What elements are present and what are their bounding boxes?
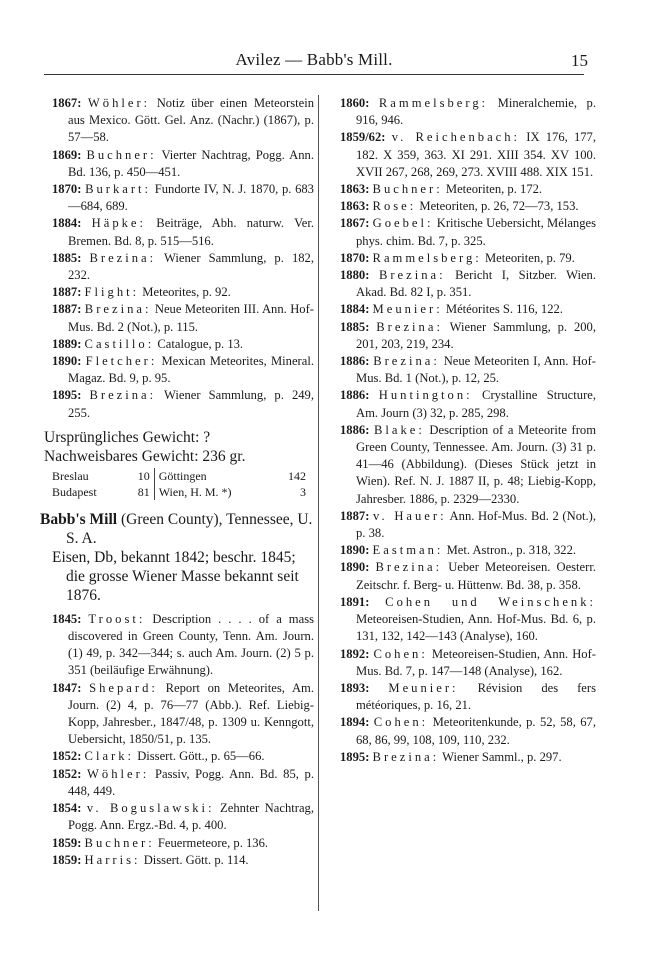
weights-row — [48, 484, 310, 500]
reference-author: Rammelsberg: — [372, 250, 482, 265]
reference-year: 1859/62: — [340, 130, 386, 145]
reference-text: Report on Meteorites, Am. Journ. (2) 4, p. 76—77 (Abb.). Ref. Liebig-Kopp, Jahresber., 1847/48, p. 1309 u. Kenngott, Uebersicht, 1850/51, p. 135. — [68, 680, 314, 747]
reference-entry — [52, 387, 314, 421]
reference-year: 1887: — [52, 302, 82, 317]
column-divider — [318, 95, 319, 911]
reference-text: Description of a Meteorite from Green County, Tennessee. Am. Journ. (3) 31 p. 41—46 (Abbildung). (Dieses Stück jetzt in Wien). Ref. N. J. 1887 II, p. 48; Liebig-Kopp, Jahresber. 1886, p. 2329—2330. — [356, 422, 596, 506]
reference-author: Cohen: — [373, 646, 428, 661]
reference-year: 1886: — [340, 422, 370, 437]
reference-year: 1890: — [340, 560, 370, 575]
reference-author: v. Reichenbach: — [391, 130, 521, 145]
reference-author: Brezina: — [89, 250, 157, 265]
reference-text: Neue Meteoriten III. Ann. Hof-Mus. Bd. 2 (Not.), p. 115. — [68, 302, 314, 334]
reference-entry — [340, 129, 596, 181]
reference-year: 1860: — [340, 96, 370, 110]
reference-year: 1845: — [52, 611, 82, 626]
reference-entry — [340, 749, 596, 766]
reference-author: Wöhler: — [87, 766, 150, 781]
reference-year: 1894: — [340, 715, 370, 730]
reference-entry — [52, 181, 314, 215]
reference-entry — [52, 800, 314, 834]
reference-year: 1847: — [52, 680, 82, 695]
reference-list-babbs-mill-continued — [340, 95, 596, 766]
reference-text: Wiener Sammlung, p. 249, 255. — [68, 388, 314, 420]
reference-text: Meteoriten, p. 26, 72—73, 153. — [419, 199, 579, 214]
reference-text: Description . . . . of a mass discovered in Green County, Tenn. Am. Journ. (1) 49, p. 342—344; s. auch Am. Journ. (2) 5 p. 351 (beiläufige Erwähnung). — [68, 611, 314, 678]
reference-entry — [52, 680, 314, 749]
reference-author: Brezina: — [372, 749, 440, 764]
reference-author: Huntington: — [378, 388, 473, 403]
reference-entry — [340, 95, 596, 129]
reference-text: Vierter Nachtrag, Pogg. Ann. Bd. 136, p. 450—451. — [68, 147, 314, 179]
reference-author: Cohen: — [373, 715, 429, 730]
reference-text: Beiträge, Abh. naturw. Ver. Bremen. Bd. 8, p. 515—516. — [68, 216, 315, 248]
weight-value: 3 — [300, 484, 306, 499]
reference-text: Met. Astron., p. 318, 322. — [446, 543, 577, 558]
reference-text: Meteorites, p. 92. — [142, 285, 231, 300]
reference-author: v. Boguslawski: — [86, 801, 215, 816]
reference-year: 1852: — [52, 766, 82, 781]
reference-year: 1867: — [52, 96, 82, 110]
reference-text: Fundorte IV, N. J. 1870, p. 683—684, 689. — [68, 182, 314, 214]
reference-text: Feuermeteore, p. 136. — [157, 835, 269, 850]
verifiable-weight: Nachweisbares Gewicht: 236 gr. — [44, 447, 246, 465]
right-column — [340, 95, 596, 766]
reference-year: 1889: — [52, 336, 82, 351]
place: Budapest — [52, 484, 97, 499]
reference-year: 1885: — [52, 250, 82, 265]
reference-text: Révision des fers météoriques, p. 16, 21. — [356, 680, 596, 713]
reference-year: 1885: — [340, 319, 370, 334]
reference-author: v. Hauer: — [373, 508, 447, 523]
reference-year: 1884: — [52, 216, 82, 231]
reference-author: Häpke: — [91, 216, 147, 231]
reference-author: Brezina: — [84, 302, 152, 317]
reference-entry — [340, 646, 596, 680]
reference-author: Buchner: — [86, 147, 157, 162]
reference-author: Buchner: — [372, 182, 443, 197]
reference-entry — [340, 680, 596, 714]
reference-year: 1890: — [52, 354, 82, 369]
reference-author: Burkart: — [85, 182, 152, 197]
reference-entry — [52, 301, 314, 335]
reference-year: 1870: — [52, 182, 82, 197]
reference-author: Brezina: — [378, 268, 446, 283]
reference-author: Brezina: — [89, 388, 157, 403]
reference-author: Goebel: — [372, 216, 434, 231]
reference-author: Meunier: — [372, 302, 443, 317]
reference-entry — [340, 714, 596, 748]
reference-year: 1893: — [340, 680, 370, 695]
meteorite-description: Eisen, Db, bekannt 1842; beschr. 1845; die grosse Wiener Masse bekannt seit 1876. — [52, 548, 299, 604]
reference-year: 1859: — [52, 835, 82, 850]
reference-entry — [340, 319, 596, 353]
reference-author: Brezina: — [375, 560, 443, 575]
reference-author: Wöhler: — [87, 96, 151, 110]
reference-author: Cohen und Weinschenk: — [385, 594, 596, 609]
running-header — [44, 48, 588, 75]
reference-entry — [52, 95, 314, 147]
reference-text: Ann. Hof-Mus. Bd. 2 (Not.), p. 38. — [356, 508, 596, 541]
reference-year: 1869: — [52, 147, 82, 162]
reference-text: Meteoriten, p. 172. — [445, 182, 543, 197]
weight-value: 81 — [137, 484, 150, 499]
reference-entry — [52, 284, 314, 301]
reference-entry — [340, 594, 596, 646]
reference-list-avilez — [52, 95, 314, 422]
reference-text: Ueber Meteoreisen. Oesterr. Zeitschr. f. Berg- u. Hüttenw. Bd. 38, p. 358. — [356, 560, 596, 592]
reference-entry — [52, 353, 314, 387]
reference-text: Dissert. Gött. p. 114. — [143, 852, 249, 867]
reference-entry — [340, 508, 596, 542]
reference-text: Dissert. Gött., p. 65—66. — [137, 749, 265, 764]
reference-author: Rammelsberg: — [378, 96, 489, 110]
place: Göttingen — [154, 468, 272, 484]
reference-entry — [52, 835, 314, 852]
reference-entry — [52, 611, 314, 680]
reference-entry — [52, 766, 314, 800]
reference-text: Mexican Meteorites, Mineral. Magaz. Bd. 9, p. 95. — [68, 354, 314, 386]
reference-entry — [340, 250, 596, 267]
reference-author: Troost: — [88, 611, 146, 626]
reference-entry — [340, 559, 596, 593]
reference-year: 1892: — [340, 646, 370, 661]
meteorite-location: (Green County), Tennessee, U. S. A. — [66, 510, 313, 547]
reference-author: Brezina: — [376, 319, 443, 334]
reference-text: Meteoreisen-Studien, Ann. Hof-Mus. Bd. 7, p. 147—148 (Analyse), 162. — [356, 646, 596, 678]
reference-text: Mineralchemie, p. 916, 946. — [356, 96, 596, 128]
reference-entry — [340, 181, 596, 198]
reference-entry — [340, 301, 596, 318]
reference-author: Rose: — [372, 199, 417, 214]
reference-entry — [340, 387, 596, 421]
reference-author: Castillo: — [84, 336, 155, 351]
reference-entry — [52, 336, 314, 353]
reference-entry — [52, 748, 314, 765]
reference-entry — [52, 250, 314, 284]
reference-text: Wiener Sammlung, p. 200, 201, 203, 219, 234. — [356, 319, 596, 351]
reference-text: Neue Meteoriten I, Ann. Hof-Mus. Bd. 1 (Not.), p. 12, 25. — [356, 354, 596, 386]
reference-text: Crystalline Structure, Am. Journ (3) 32, p. 285, 298. — [356, 388, 596, 420]
reference-text: Passiv, Pogg. Ann. Bd. 85, p. 448, 449. — [68, 766, 314, 798]
reference-author: Fletcher: — [85, 354, 158, 369]
meteorite-name: Babb's Mill — [40, 510, 118, 528]
weights-table — [48, 468, 310, 500]
original-weight: Ursprüngliches Gewicht: ? — [44, 428, 211, 446]
page-number: 15 — [571, 51, 588, 70]
reference-year: 1886: — [340, 354, 370, 369]
reference-text: Météorites S. 116, 122. — [445, 302, 563, 317]
reference-entry — [52, 147, 314, 181]
weight-value: 142 — [288, 468, 306, 483]
reference-year: 1887: — [52, 285, 82, 300]
reference-text: Bericht I, Sitzber. Wien. Akad. Bd. 82 I, p. 351. — [356, 268, 596, 300]
place: Wien, H. M. *) — [154, 484, 272, 500]
reference-author: Clark: — [84, 749, 135, 764]
reference-year: 1867: — [340, 216, 370, 231]
reference-year: 1863: — [340, 182, 370, 197]
reference-text: Wiener Sammlung, p. 182, 232. — [68, 250, 314, 283]
reference-year: 1890: — [340, 543, 370, 558]
reference-year: 1891: — [340, 594, 370, 609]
reference-text: IX 176, 177, 182. X 359, 363. XI 291. XIII 354. XV 100. XVII 267, 268, 269, 273. XVIII 488. XIX 151. — [356, 130, 597, 179]
reference-text: Meteoreisen-Studien, Ann. Hof-Mus. Bd. 6, p. 131, 132, 142—143 (Analyse), 160. — [356, 612, 596, 644]
reference-year: 1895: — [52, 388, 82, 403]
reference-entry — [340, 267, 596, 301]
reference-entry — [340, 542, 596, 559]
reference-list-babbs-mill — [52, 611, 314, 869]
reference-text: Kritische Uebersicht, Mélanges phys. chim. Bd. 7, p. 325. — [356, 216, 597, 248]
place: Breslau — [52, 468, 89, 483]
reference-entry — [340, 215, 596, 249]
reference-year: 1854: — [52, 801, 82, 816]
reference-author: Meunier: — [388, 680, 459, 695]
reference-year: 1870: — [340, 250, 370, 265]
meteorite-heading — [40, 510, 314, 548]
reference-author: Eastman: — [372, 543, 444, 558]
reference-entry — [340, 353, 596, 387]
reference-author: Flight: — [84, 285, 140, 300]
reference-text: Meteoriten, p. 79. — [484, 250, 575, 265]
reference-text: Meteoritenkunde, p. 52, 58, 67, 68, 86, 99, 108, 109, 110, 232. — [356, 715, 596, 747]
reference-year: 1887: — [340, 508, 370, 523]
reference-year: 1886: — [340, 388, 370, 403]
running-title: Avilez — Babb's Mill. — [235, 50, 393, 69]
reference-entry — [52, 852, 314, 869]
reference-year: 1895: — [340, 749, 370, 764]
weight-value: 10 — [137, 468, 150, 483]
reference-text: Notiz über einen Meteorstein aus Mexico. Gött. Gel. Anz. (Nachr.) (1867), p. 57—58. — [68, 96, 314, 145]
reference-text: Wiener Samml., p. 297. — [442, 749, 562, 764]
reference-year: 1859: — [52, 852, 82, 867]
reference-year: 1880: — [340, 268, 370, 283]
reference-year: 1884: — [340, 302, 370, 317]
reference-entry — [340, 422, 596, 508]
reference-year: 1863: — [340, 199, 370, 214]
reference-text: Zehnter Nachtrag, Pogg. Ann. Ergz.-Bd. 4, p. 400. — [68, 801, 314, 833]
weights-row — [48, 468, 310, 484]
reference-text: Catalogue, p. 13. — [157, 336, 244, 351]
reference-author: Harris: — [84, 852, 141, 867]
reference-author: Brezina: — [373, 354, 440, 369]
left-column — [40, 95, 315, 869]
reference-author: Shepard: — [89, 680, 158, 695]
reference-author: Buchner: — [84, 835, 155, 850]
reference-author: Blake: — [373, 422, 425, 437]
reference-year: 1852: — [52, 749, 82, 764]
reference-entry — [52, 215, 314, 249]
reference-entry — [340, 198, 596, 215]
